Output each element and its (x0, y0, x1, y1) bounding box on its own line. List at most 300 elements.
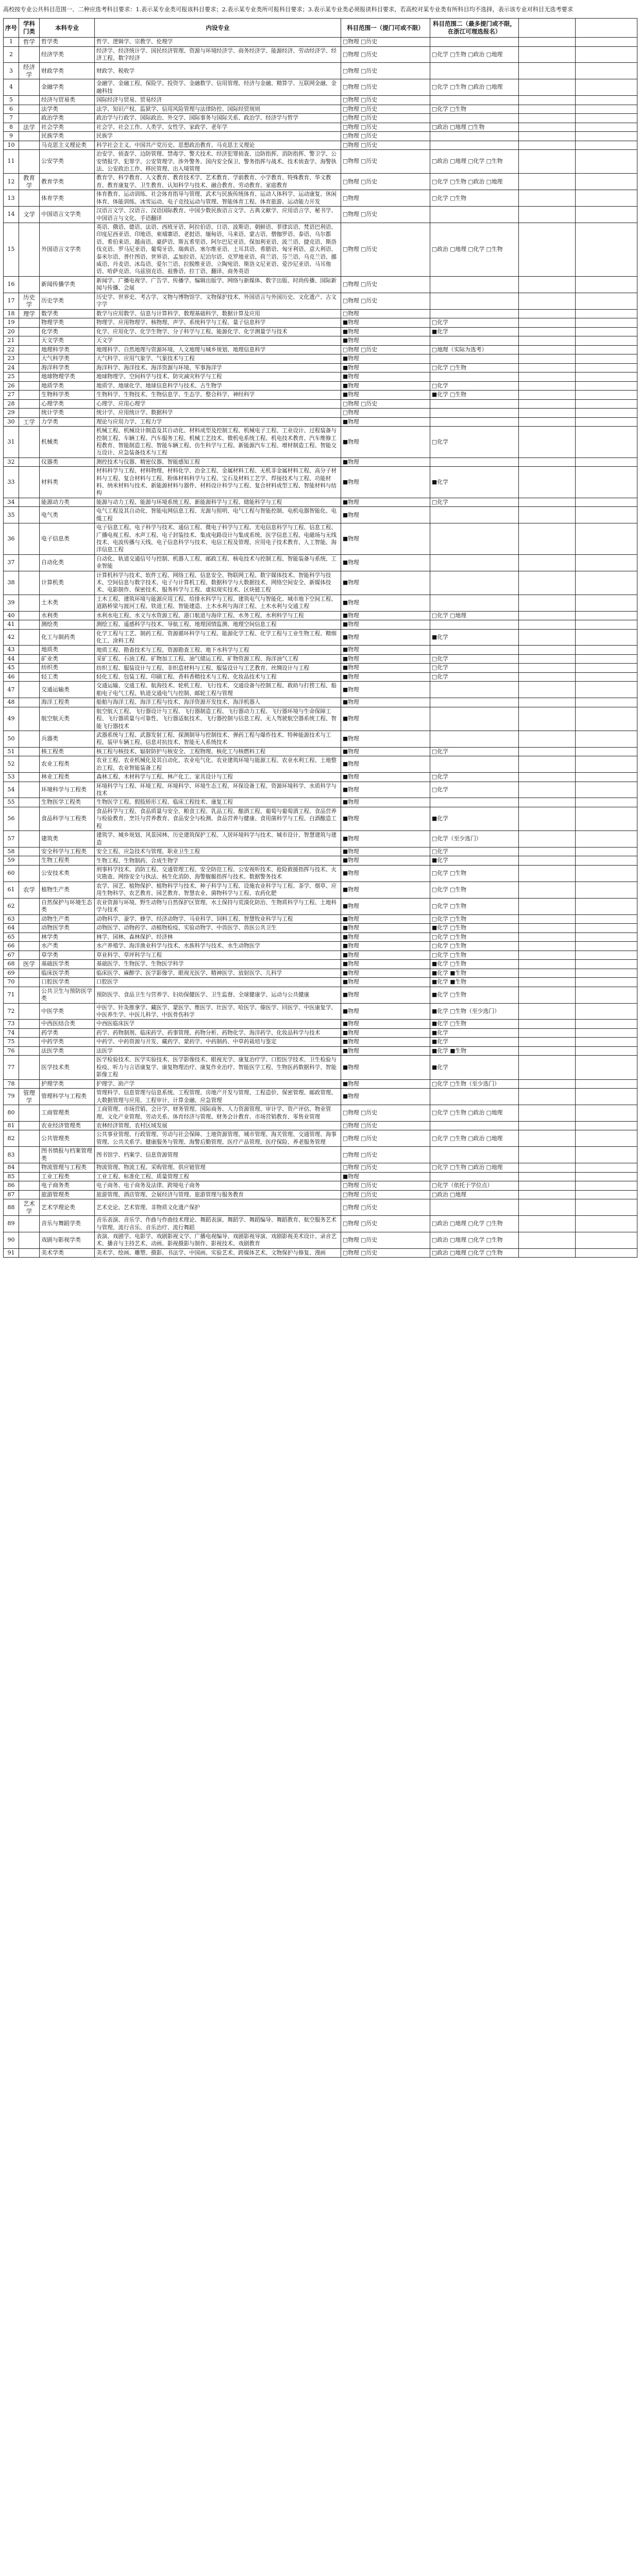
row-blank-cell (576, 114, 637, 123)
row-number: 54 (4, 782, 19, 798)
row-number: 11 (4, 150, 19, 174)
row-category (19, 327, 40, 336)
row-subjects: 数学与应用数学、信息与计算科学、数理基础科学、数据计算及应用 (95, 309, 341, 318)
row-range-one: □物理 (341, 309, 430, 318)
table-row (4, 682, 637, 698)
row-blank-cell (519, 79, 576, 96)
row-subjects: 计算机科学与技术、软件工程、网络工程、信息安全、物联网工程、数字媒体技术、智能科学与技术、空间信息与数字技术、电子与计算机工程、数据科学与大数据技术、网络空间安全、新媒体技术、电影制作、保密技术、服务科学与工程、虚拟现实技术、区块链工程 (95, 571, 341, 595)
row-blank-cell (519, 1199, 576, 1216)
row-blank-cell (519, 707, 576, 731)
row-blank-cell (576, 309, 637, 318)
row-range-one: ■物理 (341, 773, 430, 782)
row-category (19, 399, 40, 409)
row-range-two: □化学 □生物 (430, 951, 519, 960)
row-range-one: ■物理 (341, 417, 430, 427)
row-category (19, 620, 40, 630)
row-number: 48 (4, 698, 19, 707)
row-range-one: □物理 □历史 (341, 1163, 430, 1173)
row-blank-cell (519, 372, 576, 382)
row-number: 86 (4, 1181, 19, 1191)
row-subjects: 护理学、助产学 (95, 1079, 341, 1089)
table-row (4, 773, 637, 782)
row-category (19, 1121, 40, 1130)
row-blank-cell (576, 63, 637, 79)
row-blank-cell (519, 276, 576, 293)
row-range-two (430, 1172, 519, 1181)
row-number: 50 (4, 731, 19, 748)
row-category (19, 1232, 40, 1249)
row-blank-cell (576, 1172, 637, 1181)
row-category (19, 114, 40, 123)
row-class: 动物生产类 (40, 914, 95, 924)
row-range-one: □物理 □历史 (341, 150, 430, 174)
row-blank-cell (576, 731, 637, 748)
row-range-one: ■物理 (341, 747, 430, 756)
row-range-two (430, 1089, 519, 1105)
row-blank-cell (519, 646, 576, 655)
row-class: 化工与制药类 (40, 629, 95, 646)
row-category (19, 372, 40, 382)
row-number: 58 (4, 847, 19, 856)
row-number: 51 (4, 747, 19, 756)
row-range-one: ■物理 (341, 1089, 430, 1105)
row-blank-cell (576, 924, 637, 933)
row-range-one: ■物理 (341, 523, 430, 555)
row-subjects: 水产养殖学、海洋渔业科学与技术、水族科学与技术、水生动物医学 (95, 942, 341, 951)
row-blank-cell (519, 951, 576, 960)
row-range-two: □化学 □生物 (430, 105, 519, 114)
row-blank-cell (519, 1003, 576, 1020)
row-category (19, 1020, 40, 1029)
row-subjects: 农林经济管理、农村区域发展 (95, 1121, 341, 1130)
row-class: 教育学类 (40, 174, 95, 190)
row-range-two (430, 682, 519, 698)
row-range-one: ■物理 (341, 933, 430, 942)
row-blank-cell (576, 467, 637, 498)
table-row (4, 1248, 637, 1258)
row-number: 35 (4, 507, 19, 523)
row-blank-cell (519, 1056, 576, 1079)
row-subjects: 物流管理、物流工程、采购管理、供应链管理 (95, 1163, 341, 1173)
row-number: 83 (4, 1147, 19, 1163)
row-range-two (430, 707, 519, 731)
row-blank-cell (519, 672, 576, 682)
row-range-one: ■物理 (341, 654, 430, 664)
table-row (4, 114, 637, 123)
row-number: 5 (4, 96, 19, 105)
row-class: 矿业类 (40, 654, 95, 664)
row-category (19, 1248, 40, 1258)
table-row (4, 620, 637, 630)
row-subjects: 动物科学、蚕学、蜂学、经济动物学、马业科学、饲料工程、智慧牧业科学与工程 (95, 914, 341, 924)
row-range-one: ■物理 (341, 807, 430, 831)
row-class: 工商管理类 (40, 1105, 95, 1122)
row-range-one: ■物理 (341, 381, 430, 391)
row-category (19, 318, 40, 328)
row-subjects: 武器系统与工程、武器发射工程、探测制导与控制技术、弹药工程与爆炸技术、特种能源技术与工程、装甲车辆工程、信息对抗技术、智能无人系统技术 (95, 731, 341, 748)
row-subjects: 经济学、经济统计学、国民经济管理、资源与环境经济学、商务经济学、能源经济、劳动经济学、经济工程、数字经济 (95, 46, 341, 63)
row-blank-cell (576, 523, 637, 555)
table-row (4, 1056, 637, 1079)
row-subjects: 农业资源与环境、野生动物与自然保护区管理、水土保持与荒漠化防治、生物质科学与工程、土地科学与技术 (95, 898, 341, 914)
row-range-one: □物理 □历史 (341, 79, 430, 96)
header-no: 序号 (4, 19, 19, 38)
row-subjects: 食品科学与工程、食品质量与安全、粮食工程、乳品工程、酿酒工程、葡萄与葡萄酒工程、食品营养与检验教育、烹饪与营养教育、食品安全与检测、食品营养与健康、食用菌科学与工程、白酒酿造工程 (95, 807, 341, 831)
row-range-two: □化学 (430, 847, 519, 856)
row-class: 力学类 (40, 417, 95, 427)
row-range-one: □物理 □历史 (341, 223, 430, 276)
row-category (19, 190, 40, 207)
row-category (19, 46, 40, 63)
row-category (19, 457, 40, 467)
row-subjects: 美术学、绘画、雕塑、摄影、书法学、中国画、实验艺术、跨媒体艺术、文物保护与修复、漫画 (95, 1248, 341, 1258)
row-class: 公共管理类 (40, 1130, 95, 1147)
row-range-one: ■物理 (341, 798, 430, 807)
row-range-two: ■化学 □生物 (430, 1020, 519, 1029)
row-blank-cell (519, 207, 576, 223)
row-blank-cell (576, 1216, 637, 1232)
row-range-two (430, 798, 519, 807)
row-category (19, 141, 40, 150)
row-class: 电气类 (40, 507, 95, 523)
row-subjects: 国际经济与贸易、贸易经济 (95, 96, 341, 105)
row-category (19, 646, 40, 655)
row-category (19, 498, 40, 507)
row-class: 法医学类 (40, 1046, 95, 1056)
row-blank-cell (576, 611, 637, 620)
row-subjects: 农业工程、农业机械化及其自动化、农业电气化、农业建筑环境与能源工程、农业水利工程、土地整治工程、农业智能装备工程 (95, 756, 341, 773)
row-class: 建筑类 (40, 831, 95, 848)
row-range-two: ■化学 (430, 629, 519, 646)
row-blank-cell (576, 293, 637, 309)
row-class: 生物工程类 (40, 856, 95, 866)
table-row (4, 571, 637, 595)
row-subjects: 药学、药物制剂、临床药学、药事管理、药物分析、药物化学、海洋药学、化妆品科学与技术 (95, 1028, 341, 1038)
row-blank-cell (519, 150, 576, 174)
row-class: 材料类 (40, 467, 95, 498)
header-range-one: 科目范围一（提门可或不限） (341, 19, 430, 38)
row-subjects: 大气科学、应用气象学、气象技术与工程 (95, 354, 341, 364)
row-class: 图书情报与档案管理类 (40, 1147, 95, 1163)
row-category (19, 1147, 40, 1163)
row-range-two (430, 132, 519, 141)
row-range-one: ■物理 (341, 611, 430, 620)
row-number: 82 (4, 1130, 19, 1147)
row-blank-cell (576, 807, 637, 831)
row-number: 45 (4, 664, 19, 673)
row-number: 25 (4, 372, 19, 382)
row-range-two (430, 63, 519, 79)
table-row (4, 960, 637, 969)
row-range-one: ■物理 (341, 707, 430, 731)
row-range-one: ■物理 (341, 1056, 430, 1079)
row-blank-cell (519, 611, 576, 620)
row-subjects: 金融学、金融工程、保险学、投资学、金融数学、信用管理、经济与金融、精算学、互联网金融、金融科技 (95, 79, 341, 96)
row-range-two (430, 276, 519, 293)
row-category (19, 381, 40, 391)
row-blank-cell (576, 620, 637, 630)
row-blank-cell (519, 63, 576, 79)
row-number: 20 (4, 327, 19, 336)
row-subjects: 交通运输、交通工程、航海技术、轮机工程、飞行技术、交通设备与控制工程、救助与打捞工程、船舶电子电气工程、轨道交通电气与控制、邮轮工程与管理 (95, 682, 341, 698)
row-class: 新闻传播学类 (40, 276, 95, 293)
row-blank-cell (576, 987, 637, 1003)
table-row (4, 847, 637, 856)
row-blank-cell (576, 1079, 637, 1089)
row-blank-cell (519, 969, 576, 978)
row-class: 航空航天类 (40, 707, 95, 731)
row-range-two: □化学 □生物 (430, 882, 519, 898)
row-blank-cell (519, 629, 576, 646)
row-range-one: □物理 □历史 (341, 207, 430, 223)
row-blank-cell (519, 856, 576, 866)
table-row (4, 1105, 637, 1122)
row-number: 12 (4, 174, 19, 190)
row-range-two (430, 96, 519, 105)
row-blank-cell (576, 571, 637, 595)
row-subjects: 公共事业管理、行政管理、劳动与社会保障、土地资源管理、城市管理、海关管理、交通管理、海事管理、公共关系学、健康服务与管理、海警后勤管理、医疗产品管理、医疗保险、养老服务管理 (95, 1130, 341, 1147)
table-row (4, 1216, 637, 1232)
table-row (4, 924, 637, 933)
row-category (19, 629, 40, 646)
row-blank-cell (519, 1190, 576, 1199)
row-range-two: □化学 □地理 (430, 611, 519, 620)
row-number: 61 (4, 882, 19, 898)
row-blank-cell (519, 223, 576, 276)
row-range-one: ■物理 (341, 498, 430, 507)
row-range-two: □政治 □地理 □生物 (430, 123, 519, 132)
table-row (4, 1028, 637, 1038)
row-range-one: □物理 □历史 (341, 1199, 430, 1216)
table-row (4, 457, 637, 467)
row-number: 76 (4, 1046, 19, 1056)
table-row (4, 1163, 637, 1173)
row-number: 69 (4, 969, 19, 978)
row-subjects: 科学社会主义、中国共产党历史、思想政治教育、马克思主义理论 (95, 141, 341, 150)
row-range-one: ■物理 (341, 914, 430, 924)
row-range-two: □化学 □生物 (430, 190, 519, 207)
row-blank-cell (576, 141, 637, 150)
row-range-one: ■物理 (341, 1003, 430, 1020)
row-number: 53 (4, 773, 19, 782)
row-subjects: 电子商务、电子商务及法律、跨境电子商务 (95, 1181, 341, 1191)
row-category (19, 747, 40, 756)
table-row (4, 1038, 637, 1047)
row-class: 护理学类 (40, 1079, 95, 1089)
row-class: 大气科学类 (40, 354, 95, 364)
header-range-two: 科目范围二（最多提门或不限，在浙江可理选报名） (430, 19, 519, 38)
row-range-two (430, 372, 519, 382)
row-blank-cell (519, 427, 576, 458)
row-subjects: 理论与应用力学、工程力学 (95, 417, 341, 427)
row-class: 动物医学类 (40, 924, 95, 933)
table-row (4, 987, 637, 1003)
row-subjects: 物理学、应用物理学、核物理、声学、系统科学与工程、量子信息科学 (95, 318, 341, 328)
row-blank-cell (519, 1121, 576, 1130)
table-row (4, 523, 637, 555)
table-row (4, 507, 637, 523)
row-subjects: 法学、知识产权、监狱学、信用风险管理与法律防控、国际经贸规则 (95, 105, 341, 114)
table-row (4, 141, 637, 150)
row-category (19, 978, 40, 987)
header-category: 学科门类 (19, 19, 40, 38)
row-number: 9 (4, 132, 19, 141)
row-number: 3 (4, 63, 19, 79)
row-blank-cell (519, 1130, 576, 1147)
row-subjects: 社会学、社会工作、人类学、女性学、家政学、老年学 (95, 123, 341, 132)
row-blank-cell (576, 1028, 637, 1038)
row-subjects: 汉语言文学、汉语言、汉语国际教育、中国少数民族语言文学、古典文献学、应用语言学、秘书学、中国语言与文化、手语翻译 (95, 207, 341, 223)
table-row (4, 865, 637, 882)
row-subjects: 表演、戏剧学、电影学、戏剧影视文学、广播电视编导、戏剧影视导演、戏剧影视美术设计、录音艺术、播音与主持艺术、动画、影视摄影与制作、影视技术、戏剧教育 (95, 1232, 341, 1249)
row-category: 农学 (19, 882, 40, 898)
row-class: 马克思主义理论类 (40, 141, 95, 150)
row-subjects: 化学工程与工艺、制药工程、资源循环科学与工程、能源化学工程、化学工程与工业生物工程、精细化工、涂料工程 (95, 629, 341, 646)
row-range-one: □物理 □历史 (341, 96, 430, 105)
row-number: 88 (4, 1199, 19, 1216)
row-blank-cell (576, 345, 637, 354)
row-range-two (430, 457, 519, 467)
row-range-one: ■物理 (341, 1172, 430, 1181)
row-blank-cell (576, 457, 637, 467)
row-subjects: 环境科学与工程、环境工程、环境科学、环境生态工程、环保设备工程、资源环境科学、水质科学与技术 (95, 782, 341, 798)
row-range-one: □物理 □历史 (341, 345, 430, 354)
row-blank-cell (576, 150, 637, 174)
table-row (4, 1181, 637, 1191)
row-class: 体育学类 (40, 190, 95, 207)
row-class: 临床医学类 (40, 969, 95, 978)
row-range-one: ■物理 (341, 831, 430, 848)
row-class: 兵器类 (40, 731, 95, 748)
row-category: 哲学 (19, 38, 40, 47)
intro-text: 高校按专业公共科目范围一、二种应选考科目要求：1.表示某专业类可报该科目要求；2.表示某专业类所可报科目要求；3.表示某专业类必须报读科目要求，若高校对某专业类有所科目均不选择，表示该专业对科目无选考要求 (3, 6, 574, 13)
row-class: 管理科学与工程类 (40, 1089, 95, 1105)
row-blank-cell (576, 372, 637, 382)
row-range-two: □化学 □生物 (430, 363, 519, 372)
row-class: 中医学类 (40, 1003, 95, 1020)
row-blank-cell (519, 1028, 576, 1038)
table-row (4, 345, 637, 354)
row-class: 机械类 (40, 427, 95, 458)
row-blank-cell (576, 354, 637, 364)
row-range-two (430, 309, 519, 318)
row-number: 17 (4, 293, 19, 309)
row-category (19, 1216, 40, 1232)
row-class: 旅游管理类 (40, 1190, 95, 1199)
row-number: 39 (4, 595, 19, 611)
row-subjects: 纺织工程、服装设计与工程、非织造材料与工程、服装设计与工艺教育、丝绸设计与工程 (95, 664, 341, 673)
row-class: 植物生产类 (40, 882, 95, 898)
row-range-one: ■物理 (341, 595, 430, 611)
row-range-two: ■化学 (430, 856, 519, 866)
row-blank-cell (519, 847, 576, 856)
row-blank-cell (519, 309, 576, 318)
row-blank-cell (576, 123, 637, 132)
row-number: 8 (4, 123, 19, 132)
row-category (19, 276, 40, 293)
row-class: 工业工程类 (40, 1172, 95, 1181)
row-number: 7 (4, 114, 19, 123)
row-blank-cell (576, 960, 637, 969)
row-range-two: □化学 □生物 (430, 933, 519, 942)
row-range-two: □化学 (430, 654, 519, 664)
row-blank-cell (576, 847, 637, 856)
row-blank-cell (519, 381, 576, 391)
row-class: 公共卫生与预防医学类 (40, 987, 95, 1003)
row-range-two: □化学 (430, 381, 519, 391)
row-category (19, 595, 40, 611)
row-number: 6 (4, 105, 19, 114)
row-subjects: 水利水电工程、水文与水资源工程、港口航道与海岸工程、水务工程、水利科学与工程 (95, 611, 341, 620)
row-subjects: 工商管理、市场营销、会计学、财务管理、国际商务、人力资源管理、审计学、资产评估、物业管理、文化产业管理、劳动关系、体育经济与管理、财务会计教育、市场营销教育、零售业管理 (95, 1105, 341, 1122)
row-number: 64 (4, 924, 19, 933)
row-category (19, 391, 40, 400)
row-blank-cell (519, 654, 576, 664)
row-subjects: 林学、园林、森林保护、经济林 (95, 933, 341, 942)
table-row (4, 951, 637, 960)
row-number: 28 (4, 399, 19, 409)
row-subjects: 土木工程、建筑环境与能源应用工程、给排水科学与工程、建筑电气与智能化、城市地下空间工程、道路桥梁与渡河工程、铁道工程、智能建造、土木水利与海洋工程、土木水利与交通工程 (95, 595, 341, 611)
row-subjects: 化学、应用化学、化学生物学、分子科学与工程、能源化学、化学测量学与技术 (95, 327, 341, 336)
row-subjects: 体育教育、运动训练、社会体育指导与管理、武术与民族传统体育、运动人体科学、运动康复、休闲体育、体能训练、冰雪运动、电子竞技运动与管理、智能体育工程、体育旅游、运动能力开发 (95, 190, 341, 207)
row-subjects: 船舶与海洋工程、海洋工程与技术、海洋资源开发技术、海洋机器人 (95, 698, 341, 707)
row-category (19, 132, 40, 141)
row-range-two (430, 698, 519, 707)
row-range-one: ■物理 (341, 1028, 430, 1038)
row-blank-cell (576, 1056, 637, 1079)
row-range-one: □物理 □历史 (341, 293, 430, 309)
row-range-two (430, 756, 519, 773)
row-category: 教育学 (19, 174, 40, 190)
row-class: 仪器类 (40, 457, 95, 467)
row-category: 艺术学 (19, 1199, 40, 1216)
row-subjects: 地质工程、勘查技术与工程、资源勘查工程、地下水科学与工程 (95, 646, 341, 655)
table-row (4, 498, 637, 507)
row-blank-cell (519, 1216, 576, 1232)
row-class: 核工程类 (40, 747, 95, 756)
row-blank-cell (576, 933, 637, 942)
row-class: 地质类 (40, 646, 95, 655)
row-range-one: ■物理 (341, 457, 430, 467)
row-blank-cell (519, 46, 576, 63)
row-blank-cell (519, 354, 576, 364)
row-number: 67 (4, 951, 19, 960)
row-blank-cell (519, 831, 576, 848)
table-body (4, 38, 637, 1258)
row-blank-cell (576, 1020, 637, 1029)
row-range-two: □政治 □地理 □化学 □生物 (430, 1232, 519, 1249)
table-row (4, 1190, 637, 1199)
row-number: 16 (4, 276, 19, 293)
row-range-two (430, 114, 519, 123)
row-range-one: ■物理 (341, 1046, 430, 1056)
row-range-one: ■物理 (341, 620, 430, 630)
row-range-two: ■化学 □生物 (430, 391, 519, 400)
row-range-one: ■物理 (341, 467, 430, 498)
row-blank-cell (519, 773, 576, 782)
row-number: 2 (4, 46, 19, 63)
row-category (19, 914, 40, 924)
row-blank-cell (519, 114, 576, 123)
row-blank-cell (519, 595, 576, 611)
row-class: 音乐与舞蹈学类 (40, 1216, 95, 1232)
row-range-two: □化学 □生物（至少选门） (430, 1079, 519, 1089)
row-class: 哲学类 (40, 38, 95, 47)
row-subjects: 核工程与核技术、辐射防护与核安全、工程物理、核化工与核燃料工程 (95, 747, 341, 756)
row-blank-cell (576, 381, 637, 391)
row-range-one: ■物理 (341, 372, 430, 382)
row-class: 艺术学理论类 (40, 1199, 95, 1216)
